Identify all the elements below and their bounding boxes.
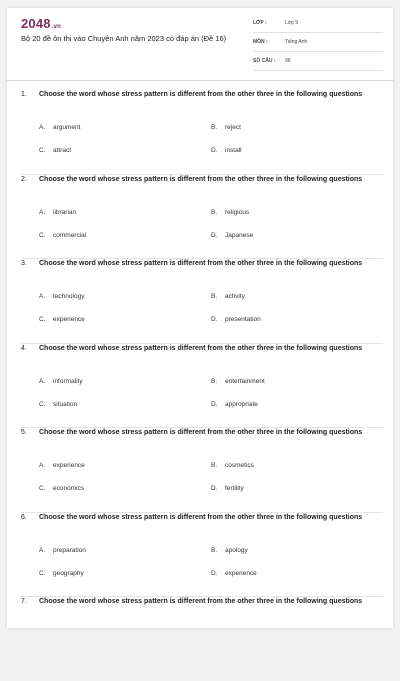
question-item — [21, 90, 383, 175]
option-d[interactable] — [211, 570, 257, 577]
option-b[interactable] — [211, 124, 241, 131]
option-b[interactable] — [211, 378, 265, 385]
option-text: reject — [225, 124, 241, 131]
question-number: 2. — [21, 175, 27, 183]
question-prompt: Choose the word whose stress pattern is different from the other three in the following questions — [39, 344, 363, 352]
option-letter: D. — [211, 569, 218, 577]
option-text: attract — [53, 147, 72, 154]
question-item — [21, 259, 383, 344]
option-letter: B. — [211, 293, 218, 300]
option-text: presentation — [225, 316, 261, 323]
option-letter: D. — [211, 147, 218, 154]
document-meta — [253, 16, 383, 73]
question-item — [21, 175, 383, 260]
option-a[interactable] — [39, 378, 83, 385]
meta-key: MÔN : — [253, 39, 268, 45]
option-d[interactable] — [211, 485, 244, 492]
meta-value: Tiếng Anh — [285, 39, 308, 45]
question-prompt: Choose the word whose stress pattern is different from the other three in the following questions — [39, 260, 363, 267]
option-text: experience — [53, 462, 85, 469]
option-letter: D. — [211, 316, 218, 323]
document-page — [7, 8, 393, 628]
option-text: experience — [225, 569, 257, 577]
option-text: Japanese — [225, 231, 254, 239]
meta-key: LỚP : — [253, 20, 267, 26]
option-b[interactable] — [211, 547, 248, 554]
option-d[interactable] — [211, 147, 242, 154]
option-text: activity — [225, 293, 245, 300]
option-letter: A. — [39, 546, 46, 554]
meta-row-question-count — [253, 54, 383, 71]
question-number: 7. — [21, 598, 27, 605]
option-c[interactable] — [39, 147, 71, 154]
option-a[interactable] — [39, 462, 85, 469]
meta-row-grade — [253, 16, 383, 33]
document-title: Bộ 20 đề ôn thi vào Chuyên Anh năm 2023 có đáp án (Đề 16) — [21, 34, 227, 43]
logo-suffix: .vn — [51, 24, 62, 30]
option-letter: C. — [39, 147, 46, 154]
option-letter: C. — [39, 485, 46, 492]
option-letter: B. — [211, 377, 218, 385]
option-letter: D. — [211, 400, 218, 408]
option-text: experience — [53, 316, 85, 323]
option-text: install — [225, 147, 242, 154]
option-letter: A. — [39, 208, 46, 216]
question-item — [21, 597, 383, 681]
option-d[interactable] — [211, 316, 261, 323]
option-c[interactable] — [39, 316, 85, 323]
option-letter: D. — [211, 231, 218, 239]
document-header — [7, 8, 393, 81]
option-a[interactable] — [39, 293, 84, 300]
option-d[interactable] — [211, 401, 258, 408]
option-text: commercial — [53, 231, 87, 239]
option-letter: A. — [39, 377, 46, 385]
option-letter: A. — [39, 293, 46, 300]
option-text: apology — [225, 546, 248, 554]
option-a[interactable] — [39, 124, 80, 131]
question-prompt: Choose the word whose stress pattern is different from the other three in the following questions — [39, 513, 363, 521]
option-letter: B. — [211, 546, 218, 554]
option-c[interactable] — [39, 570, 84, 577]
option-a[interactable] — [39, 209, 76, 216]
option-letter: C. — [39, 400, 46, 408]
option-text: technology — [53, 293, 85, 300]
question-number: 4. — [21, 344, 27, 352]
question-prompt: Choose the word whose stress pattern is different from the other three in the following questions — [39, 175, 363, 183]
option-text: librarian — [53, 208, 77, 216]
option-text: appropriate — [225, 400, 258, 408]
option-c[interactable] — [39, 485, 84, 492]
question-number: 1. — [21, 91, 27, 98]
option-a[interactable] — [39, 547, 86, 554]
option-letter: A. — [39, 462, 46, 469]
option-text: cosmetics — [225, 462, 254, 469]
option-b[interactable] — [211, 209, 249, 216]
option-text: fertility — [225, 485, 244, 492]
option-letter: C. — [39, 231, 46, 239]
option-letter: D. — [211, 485, 218, 492]
option-c[interactable] — [39, 401, 77, 408]
question-number: 5. — [21, 429, 27, 436]
option-letter: C. — [39, 316, 46, 323]
meta-row-subject — [253, 35, 383, 52]
option-letter: B. — [211, 208, 218, 216]
question-item — [21, 428, 383, 513]
option-letter: B. — [211, 462, 218, 469]
option-text: economics — [53, 485, 85, 492]
meta-key: SỐ CÂU : — [253, 58, 276, 64]
option-letter: B. — [211, 124, 218, 131]
question-prompt: Choose the word whose stress pattern is different from the other three in the following questions — [39, 91, 363, 98]
option-text: entertainment — [225, 377, 265, 385]
option-letter: A. — [39, 124, 46, 131]
question-number: 3. — [21, 260, 27, 267]
question-list — [21, 90, 383, 681]
question-item — [21, 513, 383, 598]
question-prompt: Choose the word whose stress pattern is different from the other three in the following questions — [39, 598, 363, 605]
question-item — [21, 344, 383, 429]
question-number: 6. — [21, 513, 27, 521]
option-text: informality — [53, 377, 83, 385]
option-text: argument — [53, 124, 81, 131]
question-prompt: Choose the word whose stress pattern is different from the other three in the following questions — [39, 429, 363, 436]
option-d[interactable] — [211, 232, 253, 239]
option-text: situation — [53, 400, 78, 408]
option-b[interactable] — [211, 293, 245, 300]
option-text: religious — [225, 208, 250, 216]
option-text: preparation — [53, 546, 86, 554]
option-text: geography — [53, 569, 84, 577]
meta-value: 96 — [285, 58, 291, 64]
meta-value: Lớp 9 — [285, 20, 299, 26]
logo-main: 2048 — [21, 16, 51, 31]
option-letter: C. — [39, 569, 46, 577]
option-c[interactable] — [39, 232, 86, 239]
option-b[interactable] — [211, 462, 254, 469]
site-logo[interactable] — [21, 16, 61, 31]
